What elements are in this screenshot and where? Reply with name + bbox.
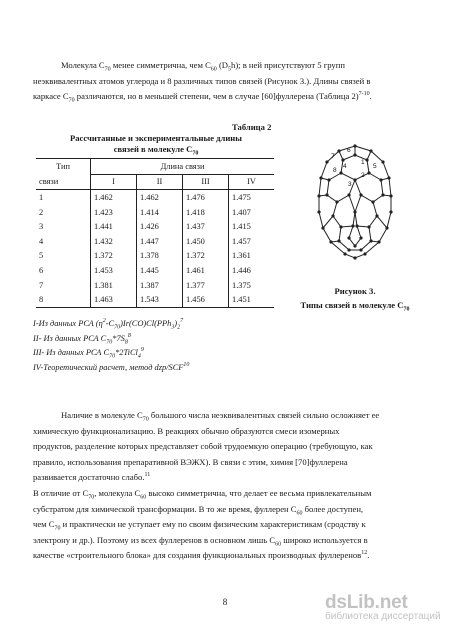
cell: 1.377 — [183, 278, 229, 293]
cell: 3 — [39, 222, 44, 232]
cell: 1.462 — [137, 190, 183, 205]
cell: 1.457 — [229, 234, 275, 249]
cell: 1.437 — [183, 219, 229, 234]
table-title-line-1: Рассчитанные и экспериментальные длины — [70, 133, 242, 143]
p2-line-1: Наличие в молекуле $C_{70}$ большого числа неэквивалентных связей сильно осложняет ее — [61, 410, 380, 423]
page-number: 8 — [222, 597, 228, 607]
cell: 1.407 — [229, 205, 275, 220]
cell: 1.423 — [91, 205, 137, 220]
note-4: IV-Теоретический расчет, метод dzp/SCF$^{10}$ — [33, 361, 190, 372]
cell: 1.418 — [183, 205, 229, 220]
table-row — [36, 278, 274, 293]
table-row — [36, 292, 274, 307]
p2-line-2: химическую функционализацию. В реакциях обычно образуются смеси изомерных — [33, 425, 340, 436]
p3-line-3: чем $C_{70}$ и практически не уступает ему по своим физическим характеристикам (сродству к — [33, 519, 366, 532]
p3-line-5: качестве «строительного блока» для создания функциональных производных фуллеренов$^{12}$. — [33, 550, 370, 561]
bond-label-1: 1 — [361, 159, 365, 166]
cell: 1.543 — [137, 292, 183, 307]
p2-line-5: развивается достаточно слабо.$^{11}$ — [33, 472, 151, 483]
table-caption: Таблица 2 — [232, 122, 272, 132]
cell: 1.451 — [229, 292, 275, 307]
col-length-header: Длина связи — [91, 159, 275, 175]
bond-label-2: 2 — [361, 172, 365, 179]
bond-label-5: 5 — [373, 163, 377, 170]
bond-label-6: 6 — [347, 147, 351, 154]
cell: 1.453 — [91, 263, 137, 278]
table-title-line-2: связей в молекуле $C_{70}$ — [113, 144, 199, 157]
figure-caption-line-1: Рисунок 3. — [334, 286, 376, 296]
cell: 1.475 — [229, 190, 275, 205]
p2-line-4: правило, использования препаративной ВЭЖХ). В связи с этим, химия [70]фуллерена — [33, 456, 348, 467]
cell: 7 — [39, 280, 44, 290]
c70-molecule-figure — [303, 140, 407, 266]
paragraph-c60-symmetry — [33, 486, 418, 564]
cell: 2 — [39, 207, 44, 217]
table-row — [36, 249, 274, 264]
cell: 8 — [36, 292, 91, 307]
cell: 1.375 — [229, 278, 275, 293]
figure-caption — [288, 284, 422, 312]
cell: 1.462 — [91, 190, 137, 205]
cell: 1.426 — [137, 219, 183, 234]
table-row — [36, 263, 274, 278]
note-1: I-Из данных РСА $(\eta^2-C_{70})Ir(CO)Cl(PPh_3)_2^7$ — [33, 318, 184, 331]
table-row — [36, 205, 274, 220]
cell: 1.456 — [183, 292, 229, 307]
p3-line-1: В отличие от $C_{70}$, молекула $C_{60}$ высоко симметрична, что делает ее весьма привлекательным — [33, 488, 372, 501]
cell: 1.387 — [137, 278, 183, 293]
cell: 1.461 — [183, 263, 229, 278]
watermark-subtitle: библиотека диссертаций — [325, 611, 441, 622]
cell: 1.441 — [91, 219, 137, 234]
cell: 6 — [39, 265, 44, 275]
note-2: II- Из данных РСА $C_{70}*7S_8^8$ — [33, 332, 131, 346]
cell: 1.414 — [137, 205, 183, 220]
cell: 1.361 — [229, 249, 275, 264]
paragraph-c70-symmetry — [33, 58, 418, 105]
col-header-iv: IV — [229, 174, 275, 190]
cell: 1.446 — [229, 263, 275, 278]
cell: 4 — [39, 236, 44, 246]
bond-label-8: 8 — [333, 167, 337, 174]
bond-label-4: 4 — [343, 163, 347, 170]
p3-line-4: электрону и др.). Поэтому из всех фуллеренов в основном лишь $C_{60}$ широко используется в — [33, 534, 368, 548]
cell: 1.415 — [229, 219, 275, 234]
table-title — [42, 133, 270, 155]
col-header-iii: III — [183, 174, 229, 190]
cell: 1.450 — [183, 234, 229, 249]
cell: 1.372 — [91, 249, 137, 264]
bond-label-7: 7 — [331, 153, 335, 160]
watermark — [325, 592, 441, 622]
table-row — [36, 234, 274, 249]
cell: 1.381 — [91, 278, 137, 293]
paragraph-functionalization — [33, 408, 418, 486]
col-type-header: Тип — [36, 159, 91, 175]
table-row — [36, 190, 274, 205]
p1-line-3: каркасе $C_{70}$ различаются, но в меньшей степени, чем в случае [60]фуллерена (Таблица 2)$^{7-10}$. — [33, 91, 372, 104]
watermark-brand: dsLib.net — [325, 592, 408, 613]
cell: 1.476 — [183, 190, 229, 205]
cell: 1.445 — [137, 263, 183, 278]
p2-line-3: продуктов, разделение которых представляет собой трудоемкую операцию (требующую, как — [33, 441, 373, 452]
col-header-ii: II — [137, 174, 183, 190]
bond-label-3: 3 — [348, 181, 352, 188]
table-notes — [33, 317, 189, 375]
cell: 1.378 — [137, 249, 183, 264]
figure-caption-line-2: Типы связей в молекуле $C_{70}$ — [300, 300, 410, 313]
cell: 1.372 — [183, 249, 229, 264]
note-3: III- Из данных РСА $C_{70}*2TiCl_4^9$ — [33, 347, 144, 360]
col-header-i: I — [91, 174, 137, 190]
p3-line-2: субстратом для химической трансформации. В то же время, фуллерен $C_{60}$ более доступен, — [33, 503, 364, 517]
p1-line-2: неэквивалентных атомов углерода и 8 различных типов связей (Рисунок 3.). Длины связей в — [33, 75, 371, 86]
cell: 1 — [39, 192, 44, 202]
table-row — [36, 219, 274, 234]
cell: 1.447 — [137, 234, 183, 249]
cell: 1.432 — [91, 234, 137, 249]
bond-length-table — [36, 158, 274, 308]
cell: 1.463 — [91, 292, 137, 307]
p1-line-1: Молекула $C_{70}$ менее симметрична, чем $C_{60}$ $(D_5h)$; в ней присутствуют 5 групп — [61, 60, 345, 73]
cell: 5 — [39, 251, 44, 261]
col-type-header-2: связи — [36, 174, 91, 190]
